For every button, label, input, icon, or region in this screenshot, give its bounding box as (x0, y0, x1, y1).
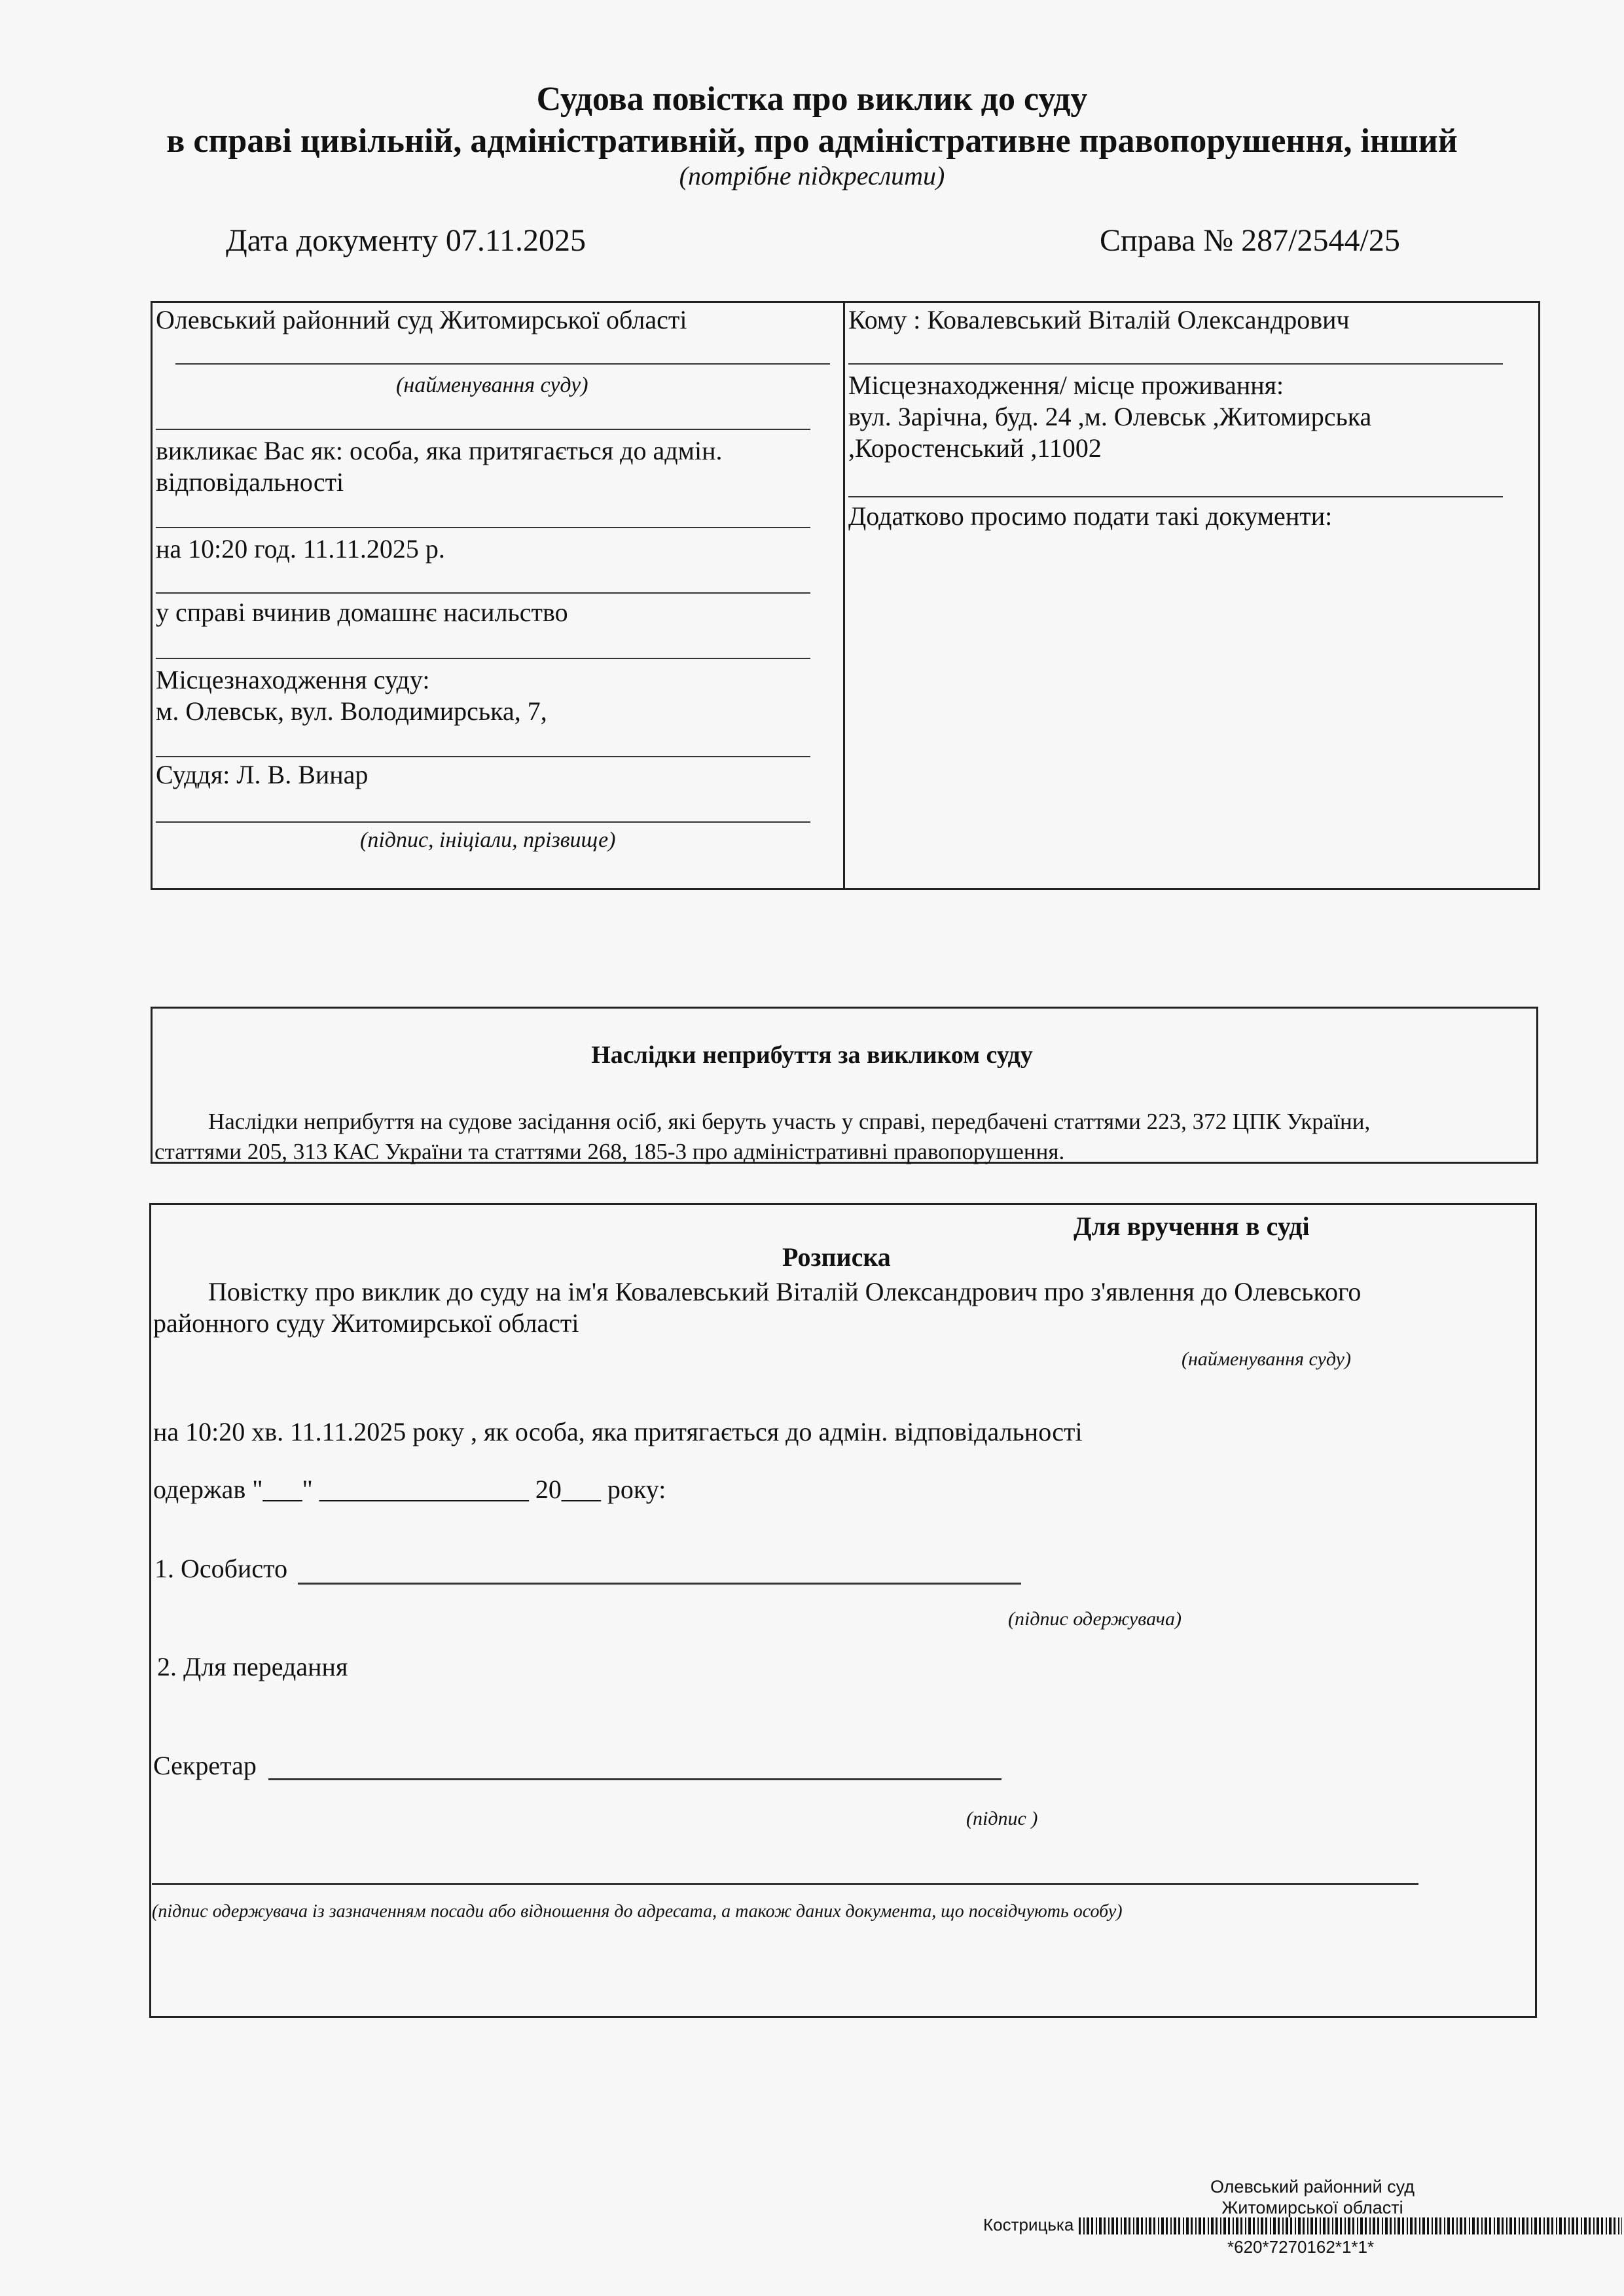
recipient-signature-line (152, 1883, 1418, 1885)
consequences-text: Наслідки неприбуття на судове засідання осіб, які беруть участь у справі, передбачені статтями 223, 372 ЦПК України, (208, 1109, 1371, 1134)
personal-signature-line (298, 1583, 1021, 1585)
document-title: Судова повістка про виклик до суду (536, 81, 1088, 118)
case-number: Справа № 287/2544/25 (1100, 223, 1400, 258)
court-location-label: Місцезнаходження суду: (156, 665, 430, 694)
document-date: Дата документу 07.11.2025 (226, 223, 586, 258)
divider (156, 429, 810, 430)
stamp-court-line1: Олевський районний суд (1210, 2177, 1415, 2197)
divider (848, 363, 1503, 365)
divider (156, 658, 810, 659)
judge-name: Суддя: Л. В. Винар (156, 760, 369, 789)
title-note: (потрібне підкреслити) (679, 161, 945, 190)
documents-request: Додатково просимо подати такі документи: (848, 501, 1333, 531)
divider (156, 756, 810, 757)
court-location: м. Олевськ, вул. Володимирська, 7, (156, 696, 547, 726)
secretary-sign-caption: (підпис ) (966, 1808, 1038, 1829)
secretary-signature-line (268, 1778, 1001, 1780)
bottom-caption: (підпис одержувача із зазначенням посади або відношення до адресата, а також даних документа, що посвідчують особу) (152, 1901, 1123, 1922)
receipt-text: Повістку про виклик до суду на ім'я Ковалевський Віталій Олександрович про з'явлення до Олевського (208, 1277, 1362, 1306)
divider (156, 821, 810, 823)
summons-as: викликає Вас як: особа, яка притягається до адмін. відповідальності (156, 436, 723, 497)
case-subject: у справі вчинив домашнє насильство (156, 598, 568, 627)
divider (175, 363, 830, 365)
for-court-label: Для вручення в суді (1074, 1211, 1310, 1241)
summons-box (151, 301, 1540, 890)
receipt-text-2: районного суду Житомирської області (153, 1308, 579, 1338)
divider (156, 527, 810, 528)
residence-address: вул. Зарічна, буд. 24 ,м. Олевськ ,Житомирська (848, 402, 1372, 431)
signature-caption: (підпис одержувача) (1008, 1608, 1182, 1630)
court-name: Олевський районний суд Житомирської області (156, 305, 687, 334)
divider (848, 496, 1503, 497)
receipt-title: Розписка (782, 1242, 891, 1272)
transfer-label: 2. Для передання (157, 1652, 348, 1681)
stamp-court-line2: Житомирської області (1221, 2198, 1403, 2217)
secretary-label: Секретар (153, 1751, 257, 1780)
receipt-court-caption: (найменування суду) (1182, 1348, 1351, 1370)
hearing-time: на 10:20 год. 11.11.2025 р. (156, 534, 445, 564)
summons-divider (843, 301, 845, 890)
document-subtitle: в справі цивільній, адміністративній, про адміністративне правопорушення, інший (166, 122, 1458, 160)
residence-address-2: ,Коростенський ,11002 (848, 433, 1102, 463)
court-name-caption: (найменування суду) (396, 373, 588, 397)
residence-label: Місцезнаходження/ місце проживання: (848, 370, 1284, 400)
judge-caption: (підпис, ініціали, прізвище) (360, 828, 616, 852)
barcode-number: *620*7270162*1*1* (1227, 2237, 1375, 2257)
divider (156, 592, 810, 594)
barcode (1079, 2217, 1622, 2234)
receipt-time: на 10:20 хв. 11.11.2025 року , як особа, яка притягається до адмін. відповідальності (153, 1417, 1083, 1446)
recipient-name: Кому : Ковалевський Віталій Олександрович (848, 305, 1350, 334)
consequences-text-2: статтями 205, 313 КАС України та статтями 268, 185-3 про адміністративні правопорушення. (154, 1139, 1065, 1164)
personal-label: 1. Особисто (154, 1554, 288, 1583)
barcode-row (983, 2215, 1622, 2235)
consequences-title: Наслідки неприбуття за викликом суду (591, 1041, 1033, 1069)
received-line: одержав "___" ________________ 20___ року: (153, 1475, 666, 1504)
stamp-name: Кострицька (983, 2215, 1074, 2234)
